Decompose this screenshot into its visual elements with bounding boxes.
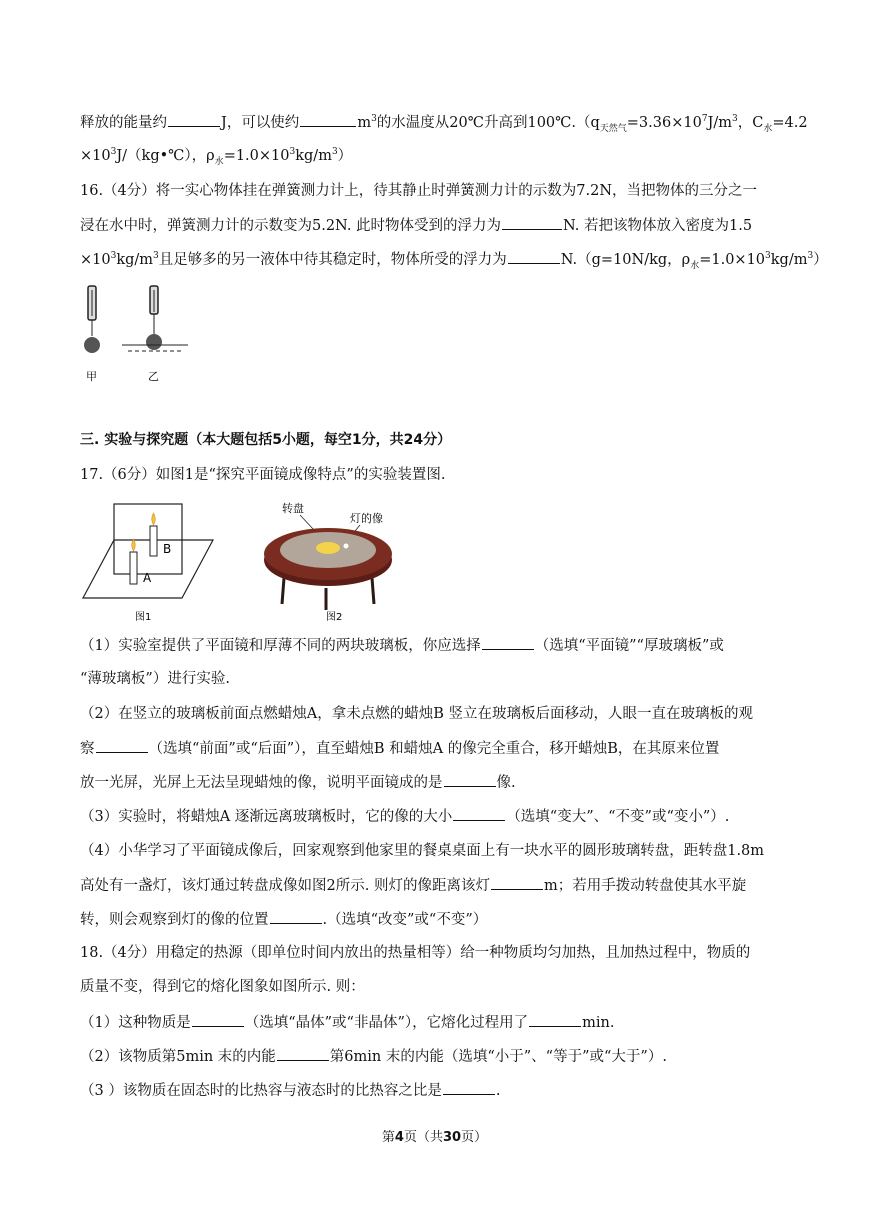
answer-blank[interactable] xyxy=(508,249,560,264)
spring-scale-figure xyxy=(78,282,188,386)
text: 第6min 末的内能（选填“小于”、“等于”或“大于”）. xyxy=(329,1049,667,1065)
text: m；若用手拨动转盘使其水平旋 xyxy=(543,878,747,894)
text: 第 xyxy=(381,1130,395,1145)
answer-blank[interactable] xyxy=(96,738,148,753)
text: kg/m xyxy=(770,252,808,268)
q16-line-3 xyxy=(80,249,828,270)
text: 页） xyxy=(461,1130,488,1145)
q18-line-2: 质量不变，得到它的熔化图象如图所示. 则： xyxy=(80,979,365,995)
text: （1）实验室提供了平面镜和厚薄不同的两块玻璃板，你应选择 xyxy=(80,638,481,654)
superscript: 3 xyxy=(289,147,296,158)
superscript: 3 xyxy=(765,251,771,262)
text: N. 若把该物体放入密度为1.5 xyxy=(563,218,753,234)
superscript: 3 xyxy=(110,251,117,262)
page-total: 30 xyxy=(442,1130,462,1145)
q17-p4-line-2 xyxy=(80,875,746,896)
q17-p2-line-3 xyxy=(80,772,516,793)
text: m xyxy=(357,115,372,131)
turntable-label: 转盘 xyxy=(282,502,304,515)
candle-a-label: A xyxy=(143,571,152,585)
text: kg/m xyxy=(295,148,332,164)
text: . xyxy=(495,1083,501,1099)
q15-line-2 xyxy=(80,146,352,166)
spring-scale-a xyxy=(84,286,100,353)
q15-line-1 xyxy=(80,112,808,133)
answer-blank[interactable] xyxy=(443,1080,495,1095)
text: （3）实验时，将蜡烛A 逐渐远离玻璃板时，它的像的大小 xyxy=(80,809,453,825)
subscript: 天然气 xyxy=(599,123,627,134)
text: （3 ）该物质在固态时的比热容与液态时的比热容之比是 xyxy=(80,1083,442,1099)
subscript: 水 xyxy=(214,156,224,167)
text: J/m xyxy=(707,115,733,131)
text: =4.2 xyxy=(772,115,808,131)
text: （1）这种物质是 xyxy=(80,1015,191,1031)
text: 放一光屏，光屏上无法呈现蜡烛的像，说明平面镜成的是 xyxy=(80,775,443,791)
figure-1-mirror-setup xyxy=(80,498,220,626)
superscript: 3 xyxy=(153,251,159,262)
q17-p4-line-3 xyxy=(80,909,487,930)
superscript: 3 xyxy=(807,251,814,262)
text: （选填“前面”或“后面”），直至蜡烛B 和蜡烛A 的像完全重合，移开蜡烛B，在其原来位置 xyxy=(148,741,720,757)
answer-blank[interactable] xyxy=(482,635,534,650)
text: 且足够多的另一液体中待其稳定时，物体所受的浮力为 xyxy=(158,252,507,268)
text: ×10 xyxy=(80,148,111,164)
figure-2-caption: 图2 xyxy=(326,612,343,623)
answer-blank[interactable] xyxy=(277,1046,329,1061)
answer-blank[interactable] xyxy=(192,1012,244,1027)
text: ） xyxy=(813,252,828,268)
superscript: 3 xyxy=(371,114,377,125)
text: （选填“平面镜”“厚玻璃板”或 xyxy=(534,638,724,654)
text: kg/m xyxy=(116,252,154,268)
answer-blank[interactable] xyxy=(502,215,562,230)
answer-blank[interactable] xyxy=(453,806,505,821)
superscript: 3 xyxy=(331,147,338,158)
q17-p2-line-1: （2）在竖立的玻璃板前面点燃蜡烛A，拿未点燃的蜡烛B 竖立在玻璃板后面移动，人眼一直在玻璃板的观 xyxy=(80,706,753,722)
candle-b-label: B xyxy=(163,542,172,556)
answer-blank[interactable] xyxy=(491,875,543,890)
text: （选填“变大”、“不变”或“变小”）. xyxy=(506,809,730,825)
text: ） xyxy=(337,148,353,164)
text: 察 xyxy=(80,741,95,757)
q18-p3 xyxy=(80,1080,500,1101)
figure-label-jia: 甲 xyxy=(86,370,97,383)
q18-p2 xyxy=(80,1046,667,1067)
q18-line-1: 18.（4分）用稳定的热源（即单位时间内放出的热量相等）给一种物质均匀加热，且加热过程中，物质的 xyxy=(80,945,751,961)
superscript: 7 xyxy=(701,114,708,125)
q17-p4-line-1: （4）小华学习了平面镜成像后，回家观察到他家里的餐桌桌面上有一块水平的圆形玻璃转盘，距转盘1.8m xyxy=(80,843,765,859)
figure-label-yi: 乙 xyxy=(148,370,159,383)
text: （选填“晶体”或“非晶体”），它熔化过程用了 xyxy=(244,1015,529,1031)
text: =1.0×10 xyxy=(699,252,766,268)
text: 浸在水中时，弹簧测力计的示数变为5.2N. 此时物体受到的浮力为 xyxy=(80,218,502,234)
text: ×10 xyxy=(80,252,111,268)
page-number: 4 xyxy=(394,1130,404,1145)
subscript: 水 xyxy=(690,260,700,271)
section-heading: 三. 实验与探究题（本大题包括5小题，每空1分，共24分） xyxy=(80,432,452,448)
text: 页（共 xyxy=(403,1130,443,1145)
answer-blank[interactable] xyxy=(270,909,322,924)
text: 释放的能量约 xyxy=(80,115,167,131)
q17-p3 xyxy=(80,806,729,827)
answer-blank[interactable] xyxy=(168,112,220,127)
q16-line-2 xyxy=(80,215,752,236)
figure-2-turntable xyxy=(262,498,402,626)
text: .（选填“改变”或“不变”） xyxy=(322,912,488,928)
spring-scale-b xyxy=(122,286,188,351)
text: N.（g=10N/kg，ρ xyxy=(560,252,691,268)
page-footer xyxy=(0,1126,869,1145)
lamp-image-label: 灯的像 xyxy=(350,512,383,525)
text: J/（kg•℃），ρ xyxy=(116,148,215,164)
subscript: 水 xyxy=(763,123,773,134)
text: ，C xyxy=(737,115,764,131)
q17-p2-line-2 xyxy=(80,738,719,759)
answer-blank[interactable] xyxy=(529,1012,581,1027)
figure-1-caption: 图1 xyxy=(135,612,152,623)
q17-p1-line-2: “薄玻璃板”）进行实验. xyxy=(80,671,230,687)
superscript: 3 xyxy=(732,114,738,125)
text: min. xyxy=(582,1015,615,1031)
text: =3.36×10 xyxy=(626,115,702,131)
q17-intro: 17.（6分）如图1是“探究平面镜成像特点”的实验装置图. xyxy=(80,467,446,483)
text: =1.0×10 xyxy=(223,148,290,164)
text: 的水温度从20℃升高到100℃.（q xyxy=(376,115,600,131)
q16-line-1: 16.（4分）将一实心物体挂在弹簧测力计上，待其静止时弹簧测力计的示数为7.2N，当把物体的三分之一 xyxy=(80,183,758,199)
text: 高处有一盏灯，该灯通过转盘成像如图2所示. 则灯的像距离该灯 xyxy=(80,878,490,894)
q17-p1-line-1 xyxy=(80,635,724,656)
text: 转，则会观察到灯的像的位置 xyxy=(80,912,269,928)
q18-p1 xyxy=(80,1012,614,1033)
superscript: 3 xyxy=(110,147,117,158)
text: （2）该物质第5min 末的内能 xyxy=(80,1049,276,1065)
text: J，可以使约 xyxy=(221,115,300,131)
answer-blank[interactable] xyxy=(300,112,356,127)
text: 像. xyxy=(496,775,516,791)
answer-blank[interactable] xyxy=(444,772,496,787)
